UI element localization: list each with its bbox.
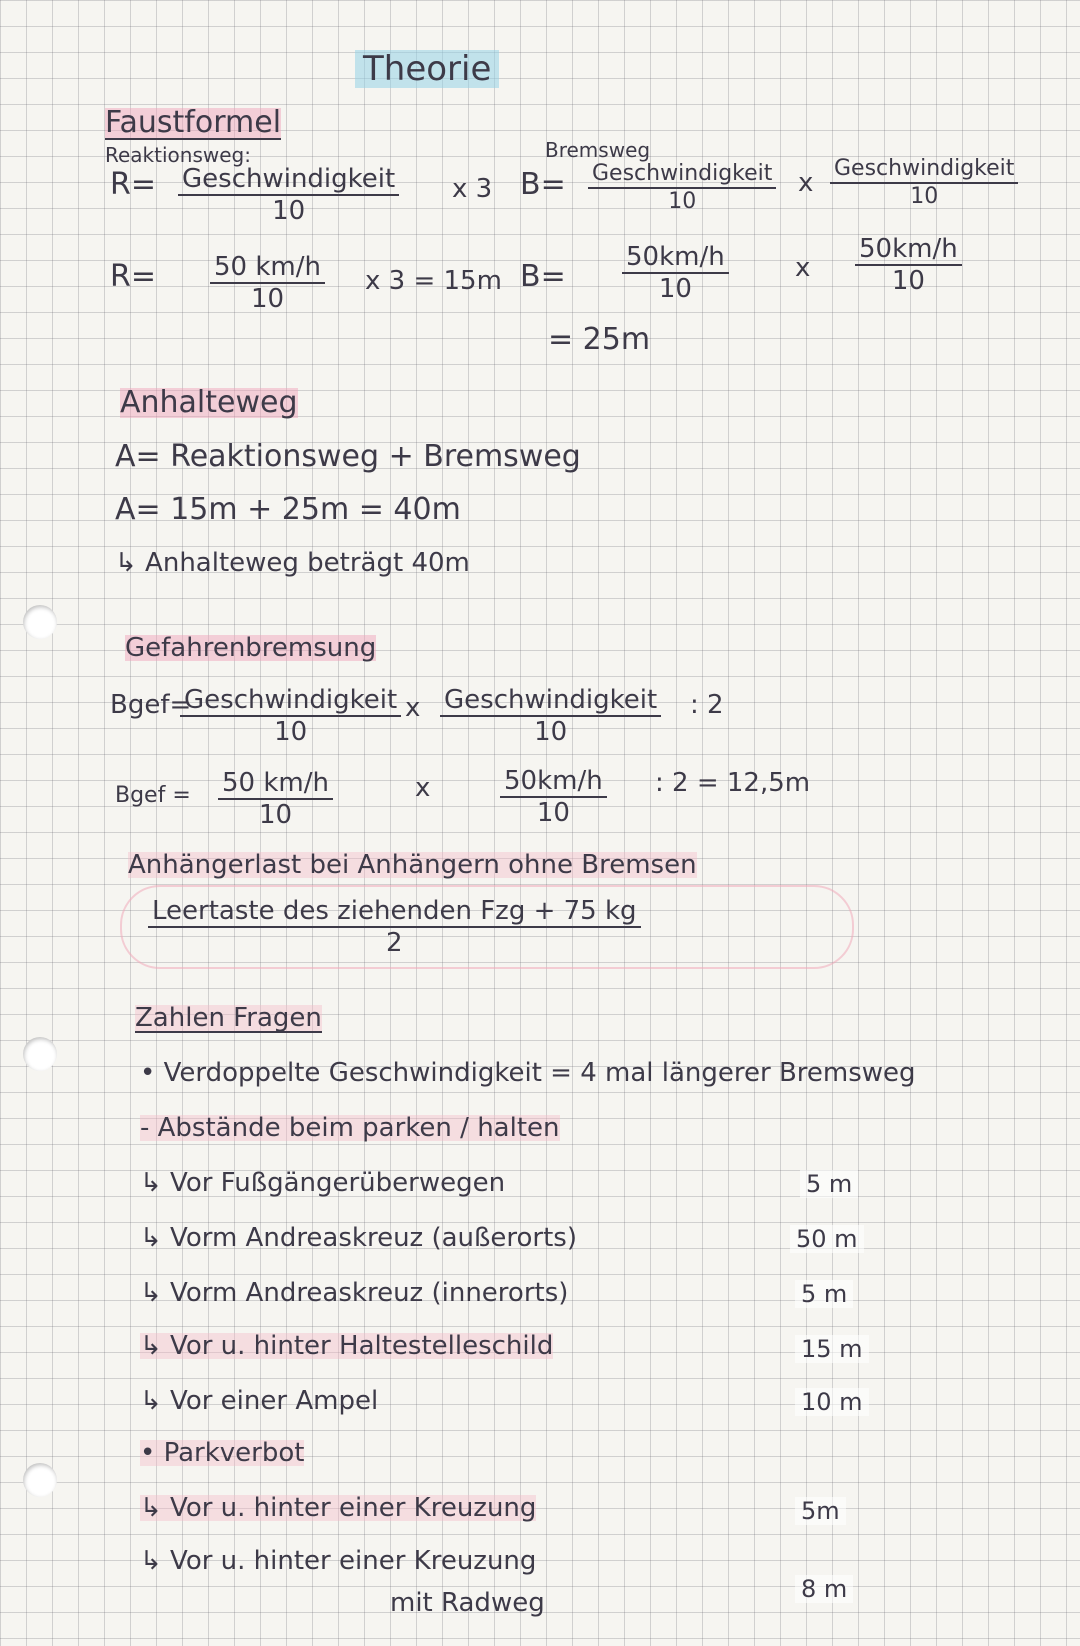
gefahrenbremsung-heading: Gefahrenbremsung	[125, 633, 377, 663]
gefahrenbremsung-example-fraction-1	[218, 770, 333, 828]
gefahrenbremsung-example-fraction-2	[500, 768, 607, 826]
b-example-lhs: B=	[520, 259, 566, 294]
parkverbot-row-label: ↳ Vor u. hinter einer Kreuzung	[140, 1493, 537, 1523]
parkverbot-row-label-continuation: mit Radweg	[390, 1588, 545, 1618]
zahlen-fragen-bullet-geschwindigkeit: • Verdoppelte Geschwindigkeit = 4 mal längerer Bremsweg	[140, 1058, 916, 1088]
b-formula-numerator-1: Geschwindigkeit	[588, 163, 776, 189]
b-formula-numerator-2: Geschwindigkeit	[830, 158, 1018, 184]
b-formula-lhs: B=	[520, 167, 566, 202]
b-formula-fraction-1	[588, 163, 776, 213]
anhaengerlast-fraction	[148, 898, 641, 956]
b-example-result: = 25m	[548, 322, 651, 357]
zahlen-fragen-heading: Zahlen Fragen	[135, 1003, 322, 1033]
r-example-lhs: R=	[110, 259, 156, 294]
r-example-numerator: 50 km/h	[210, 254, 325, 284]
abstand-row-value: 15 m	[795, 1335, 869, 1363]
b-formula-times: x	[798, 168, 814, 198]
gefahrenbremsung-denominator-2: 10	[534, 717, 568, 747]
page-title: Theorie	[355, 50, 499, 88]
anhaengerlast-numerator: Leertaste des ziehenden Fzg + 75 kg	[148, 898, 641, 928]
b-formula-fraction-2	[830, 158, 1018, 208]
abstand-row-label: ↳ Vor u. hinter Haltestelleschild	[140, 1331, 554, 1361]
b-formula-denominator-2: 10	[910, 184, 939, 209]
abstand-row-label: ↳ Vor Fußgängerüberwegen	[140, 1168, 506, 1198]
abstand-row-label: ↳ Vorm Andreaskreuz (außerorts)	[140, 1223, 577, 1253]
gefahrenbremsung-example-denominator-1: 10	[258, 800, 293, 830]
parkverbot-row-value: 8 m	[795, 1575, 853, 1603]
abstand-row-label: ↳ Vorm Andreaskreuz (innerorts)	[140, 1278, 569, 1308]
abstand-row-value: 50 m	[790, 1225, 864, 1253]
gefahrenbremsung-example-denominator-2: 10	[536, 798, 570, 828]
b-example-fraction-2	[855, 236, 962, 294]
anhalteweg-formula: A= Reaktionsweg + Bremsweg	[115, 439, 581, 474]
punch-hole-middle	[23, 1037, 57, 1071]
b-example-denominator-2: 10	[891, 266, 925, 296]
gefahrenbremsung-numerator-2: Geschwindigkeit	[440, 687, 661, 717]
r-example-fraction	[210, 254, 325, 312]
abstand-row-label: ↳ Vor einer Ampel	[140, 1386, 379, 1416]
b-formula-denominator-1: 10	[668, 189, 697, 214]
gefahrenbremsung-denominator-1: 10	[274, 717, 308, 747]
parkverbot-row-label: ↳ Vor u. hinter einer Kreuzung	[140, 1546, 537, 1576]
abstand-row-value: 5 m	[795, 1280, 853, 1308]
gefahrenbremsung-example-numerator-1: 50 km/h	[218, 770, 333, 800]
gefahrenbremsung-fraction-1	[180, 687, 401, 745]
anhaengerlast-heading: Anhängerlast bei Anhängern ohne Bremsen	[128, 850, 697, 880]
anhalteweg-heading: Anhalteweg	[120, 385, 298, 420]
gefahrenbremsung-fraction-2	[440, 687, 661, 745]
r-example-rest: x 3 = 15m	[365, 266, 502, 296]
anhalteweg-example: A= 15m + 25m = 40m	[115, 492, 461, 527]
b-example-numerator-1: 50km/h	[622, 244, 729, 274]
r-example-denominator: 10	[250, 284, 285, 314]
punch-hole-bottom	[23, 1463, 57, 1497]
r-formula-factor: x 3	[452, 174, 493, 204]
b-example-denominator-1: 10	[658, 274, 692, 304]
r-formula-numerator: Geschwindigkeit	[178, 166, 399, 196]
zahlen-fragen-bullet-parkverbot: • Parkverbot	[140, 1438, 305, 1468]
gefahrenbremsung-numerator-1: Geschwindigkeit	[180, 687, 401, 717]
bremsweg-label: Bremsweg	[545, 138, 651, 162]
gefahrenbremsung-example-times: x	[415, 773, 431, 803]
b-example-fraction-1	[622, 244, 729, 302]
zahlen-fragen-bullet-abstaende: - Abstände beim parken / halten	[140, 1113, 560, 1143]
b-example-numerator-2: 50km/h	[855, 236, 962, 266]
gefahrenbremsung-times: x	[405, 693, 421, 723]
parkverbot-row-value: 5m	[795, 1497, 846, 1525]
anhaengerlast-denominator: 2	[386, 928, 403, 958]
gefahrenbremsung-divide: : 2	[690, 690, 724, 720]
r-formula-lhs: R=	[110, 167, 156, 202]
reaktionsweg-label: Reaktionsweg:	[105, 143, 251, 167]
gefahrenbremsung-example-numerator-2: 50km/h	[500, 768, 607, 798]
gefahrenbremsung-example-result: : 2 = 12,5m	[655, 768, 811, 798]
b-example-times: x	[795, 253, 811, 283]
punch-hole-top	[23, 605, 57, 639]
abstand-row-value: 10 m	[795, 1388, 869, 1416]
abstand-row-value: 5 m	[800, 1170, 858, 1198]
r-formula-denominator: 10	[272, 196, 306, 226]
gefahrenbremsung-lhs: Bgef=	[110, 690, 192, 720]
anhalteweg-conclusion: ↳ Anhalteweg beträgt 40m	[115, 548, 470, 578]
r-formula-fraction	[178, 166, 399, 224]
gefahrenbremsung-example-lhs: Bgef =	[115, 783, 191, 808]
faustformel-heading: Faustformel	[105, 105, 282, 140]
